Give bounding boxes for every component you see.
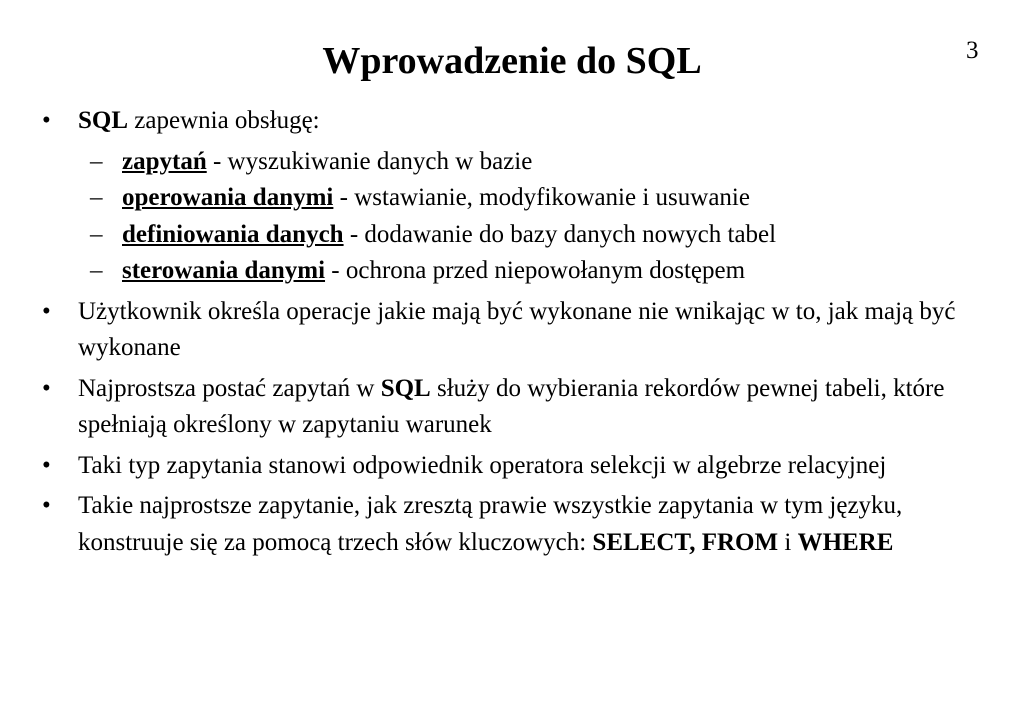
dash-icon: – [90,257,103,284]
bullet-icon: • [42,374,51,402]
term-data-definition: definiowania danych [122,220,344,248]
term-description: - wyszukiwanie danych w bazie [206,147,533,175]
slide-content [30,103,990,565]
bullet-text-pre: Takie najprostsze zapytanie, jak zresztą prawie wszystkie zapytania w tym języku, konstruuje się za pomocą trzech słów kluczowych: [78,492,903,556]
bullet-item-simple-query [30,371,990,444]
term-description: - dodawanie do bazy danych nowych tabel [343,220,777,248]
subitem-queries [30,144,990,181]
slide-title: Wprowadzenie do SQL [322,40,702,82]
subitem-data-definition [30,217,990,254]
term-description: - wstawianie, modyfikowanie i usuwanie [333,184,750,211]
dash-icon: – [90,184,103,211]
bullet-item-selection [30,448,990,485]
bullet-text: zapewnia obsługę: [128,107,320,134]
bullet-icon: • [42,297,51,325]
bullet-text: Taki typ zapytania stanowi odpowiednik operatora selekcji w algebrze relacyjnej [78,451,887,479]
bullet-item-sql-support [30,103,990,140]
keyword-from: FROM [701,528,779,556]
dash-icon: – [90,147,103,175]
term-data-control: sterowania danymi [122,257,326,284]
keyword-sql: SQL [380,374,431,402]
keyword-sql: SQL [78,107,129,134]
dash-icon: – [90,220,103,248]
bullet-icon: • [42,492,51,519]
page-number: 3 [966,37,979,64]
keyword-where: WHERE [797,528,894,556]
bullet-text-mid: i [778,528,798,556]
term-data-manipulation: operowania danymi [122,184,334,211]
bullet-icon: • [42,107,51,134]
subitem-data-manipulation [30,180,990,217]
bullet-text: Użytkownik określa operacje jakie mają być wykonane nie wnikając w to, jak mają być wykonane [78,297,956,361]
bullet-item-keywords [30,488,990,561]
term-queries: zapytań [122,147,207,175]
bullet-text-post: służy do wybierania rekordów pewnej tabeli, które spełniają określony w zapytaniu warunek [78,374,945,438]
term-description: - ochrona przed niepowołanym dostępem [325,257,746,284]
subitem-data-control [30,253,990,290]
bullet-icon: • [42,451,51,479]
bullet-text-pre: Najprostsza postać zapytań w [78,374,381,402]
keyword-select: SELECT, [592,528,696,556]
bullet-item-user-operations [30,294,990,367]
